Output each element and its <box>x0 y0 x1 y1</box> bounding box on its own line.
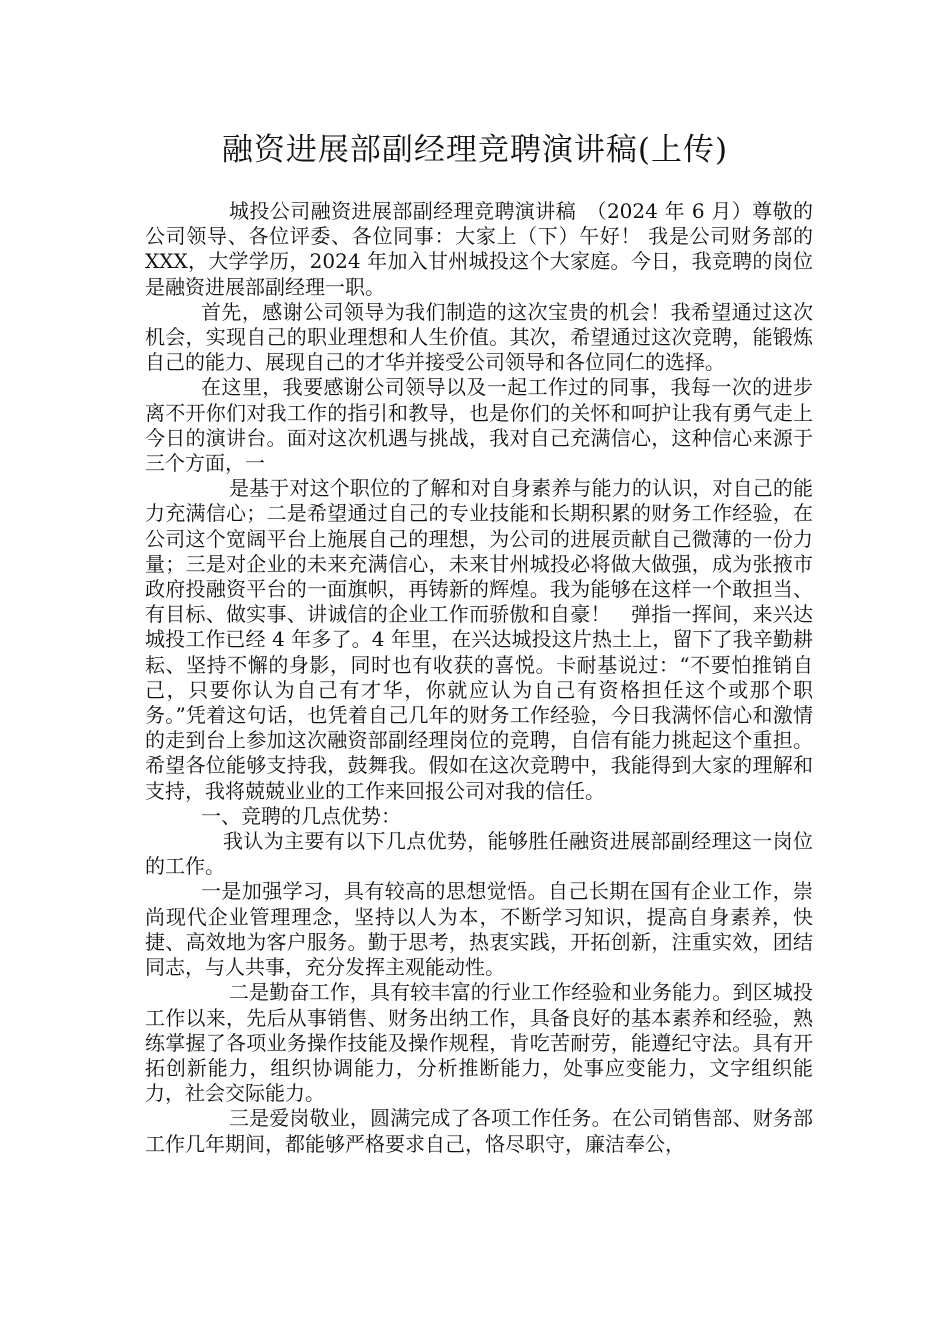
paragraph-advantage-three: 三是爱岗敬业，圆满完成了各项工作任务。在公司销售部、财务部工作几年期间，都能够严格要求自己，恪尽职守，廉洁奉公， <box>145 1106 813 1156</box>
document-title: 融资进展部副经理竞聘演讲稿(上传) <box>221 132 729 168</box>
paragraph-advantages-intro: 我认为主要有以下几点优势，能够胜任融资进展部副经理这一岗位的工作。 <box>145 829 813 879</box>
section-heading-advantages: 一、竞聘的几点优势： <box>201 803 401 828</box>
paragraph-advantage-one: 一是加强学习，具有较高的思想觉悟。自己长期在国有企业工作，崇尚现代企业管理理念，坚持以人为本，不断学习知识，提高自身素养，快捷、高效地为客户服务。勤于思考，热衷实践，开拓创新，注重实效，团结同志，与人共事，充分发挥主观能动性。 <box>145 879 813 980</box>
paragraph-gratitude: 在这里，我要感谢公司领导以及一起工作过的同事，我每一次的进步离不开你们对我工作的指引和教导，也是你们的关怀和呵护让我有勇气走上今日的演讲台。面对这次机遇与挑战，我对自己充满信心，这种信心来源于三个方面，一 <box>145 375 813 476</box>
document-body <box>145 199 813 1157</box>
paragraph-advantage-two: 二是勤奋工作，具有较丰富的行业工作经验和业务能力。到区城投工作以来，先后从事销售、财务出纳工作，具备良好的基本素养和经验，熟练掌握了各项业务操作技能及操作规程，肯吃苦耐劳，能遵纪守法。具有开拓创新能力，组织协调能力，分析推断能力，处事应变能力，文字组织能力，社会交际能力。 <box>145 980 813 1106</box>
paragraph-intro: 城投公司融资进展部副经理竞聘演讲稿 （2024 年 6 月）尊敬的公司领导、各位评委、各位同事：大家上（下）午好！ 我是公司财务部的 XXX，大学学历，2024 年加入甘州城投这个大家庭。今日，我竞聘的岗位是融资进展部副经理一职。 <box>145 199 813 299</box>
paragraph-thanks: 首先，感谢公司领导为我们制造的这次宝贵的机会！我希望通过这次机会，实现自己的职业理想和人生价值。其次，希望通过这次竞聘，能锻炼自己的能力、展现自己的才华并接受公司领导和各位同仁的选择。 <box>145 299 813 375</box>
paragraph-confidence: 是基于对这个职位的了解和对自身素养与能力的认识，对自己的能力充满信心；二是希望通过自己的专业技能和长期积累的财务工作经验，在公司这个宽阔平台上施展自己的理想，为公司的进展贡献自己微薄的一份力量；三是对企业的未来充满信心，未来甘州城投必将做大做强，成为张掖市政府投融资平台的一面旗帜，再铸新的辉煌。我为能够在这样一个敢担当、有目标、做实事、讲诚信的企业工作而骄傲和自豪！ 弹指一挥间，来兴达城投工作已经 4 年多了。4 年里，在兴达城投这片热土上，留下了我辛勤耕耘、坚持不懈的身影，同时也有收获的喜悦。卡耐基说过：“不要怕推销自己，只要你认为自己有才华，你就应认为自己有资格担任这个或那个职务。”凭着这句话，也凭着自己几年的财务工作经验，今日我满怀信心和激情的走到台上参加这次融资部副经理岗位的竞聘，自信有能力挑起这个重担。希望各位能够支持我，鼓舞我。假如在这次竞聘中，我能得到大家的理解和支持，我将兢兢业业的工作来回报公司对我的信任。 <box>145 476 813 803</box>
